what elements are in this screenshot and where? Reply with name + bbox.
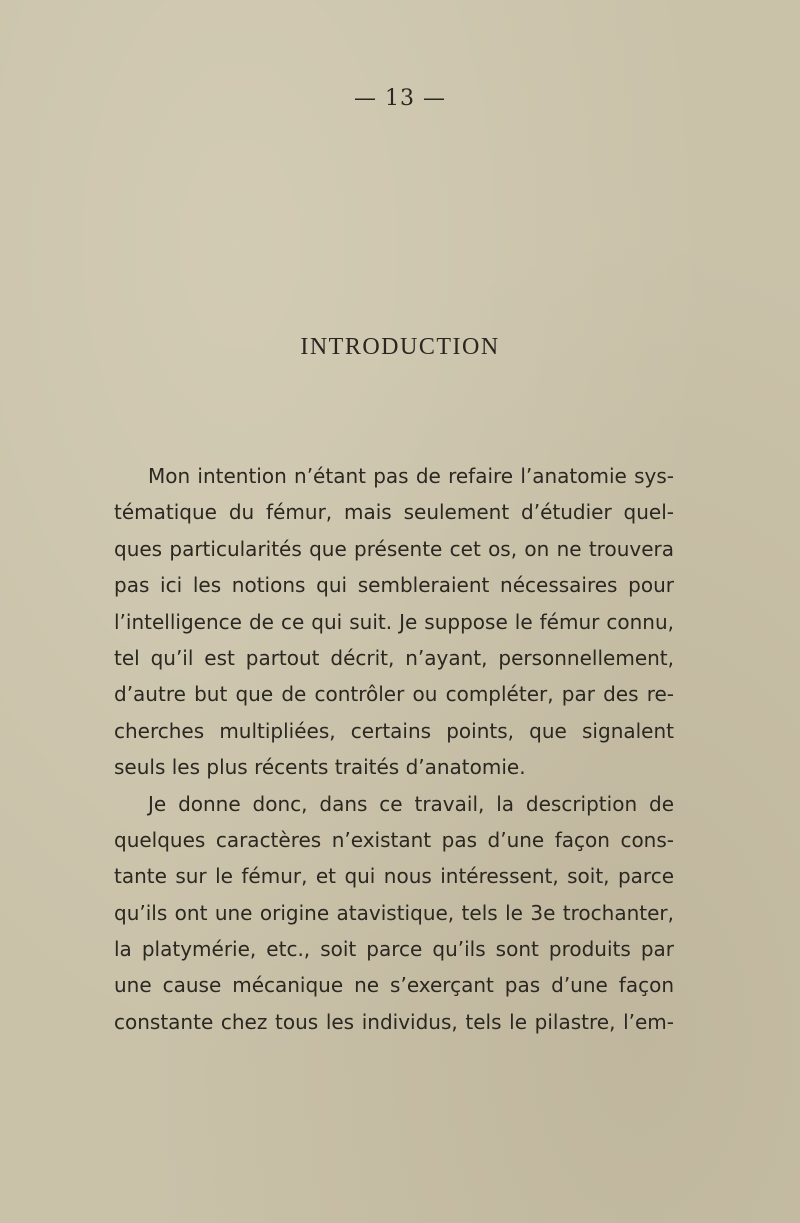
text-line: Mon intention n’étant pas de refaire l’anatomie sys- xyxy=(148,464,674,488)
text-line: seuls les plus récents traités d’anatomie. xyxy=(114,755,526,780)
text-line: tel qu’il est partout décrit, n’ayant, personnellement, xyxy=(114,645,674,670)
text-line: cherches multipliées, certains points, que signalent xyxy=(114,718,674,743)
page-number: — 13 — xyxy=(354,86,446,111)
text-line: une cause mécanique ne s’exerçant pas d’une façon xyxy=(114,973,674,998)
paragraph-2 xyxy=(114,786,674,1041)
text-line: quelques caractères n’existant pas d’une façon cons- xyxy=(114,827,674,852)
text-line: Je donne donc, dans ce travail, la description de xyxy=(148,791,674,816)
section-title: INTRODUCTION xyxy=(300,334,500,360)
text-line: d’autre but que de contrôler ou compléter, par des re- xyxy=(114,682,674,707)
text-line: l’intelligence de ce qui suit. Je suppose le fémur connu, xyxy=(114,609,674,634)
text-line: qu’ils ont une origine atavistique, tels le 3e trochanter, xyxy=(114,900,674,925)
text-line: tématique du fémur, mais seulement d’étudier quel- xyxy=(114,500,674,525)
text-line: pas ici les notions qui sembleraient nécessaires pour xyxy=(114,573,674,598)
paragraph-1 xyxy=(114,458,674,786)
text-line: ques particularités que présente cet os, on ne trouvera xyxy=(114,536,674,561)
text-line: tante sur le fémur, et qui nous intéressent, soit, parce xyxy=(114,864,674,889)
text-line: la platymérie, etc., soit parce qu’ils sont produits par xyxy=(114,937,674,962)
text-line: constante chez tous les individus, tels le pilastre, l’em- xyxy=(114,1009,674,1034)
body-text xyxy=(114,458,674,1040)
